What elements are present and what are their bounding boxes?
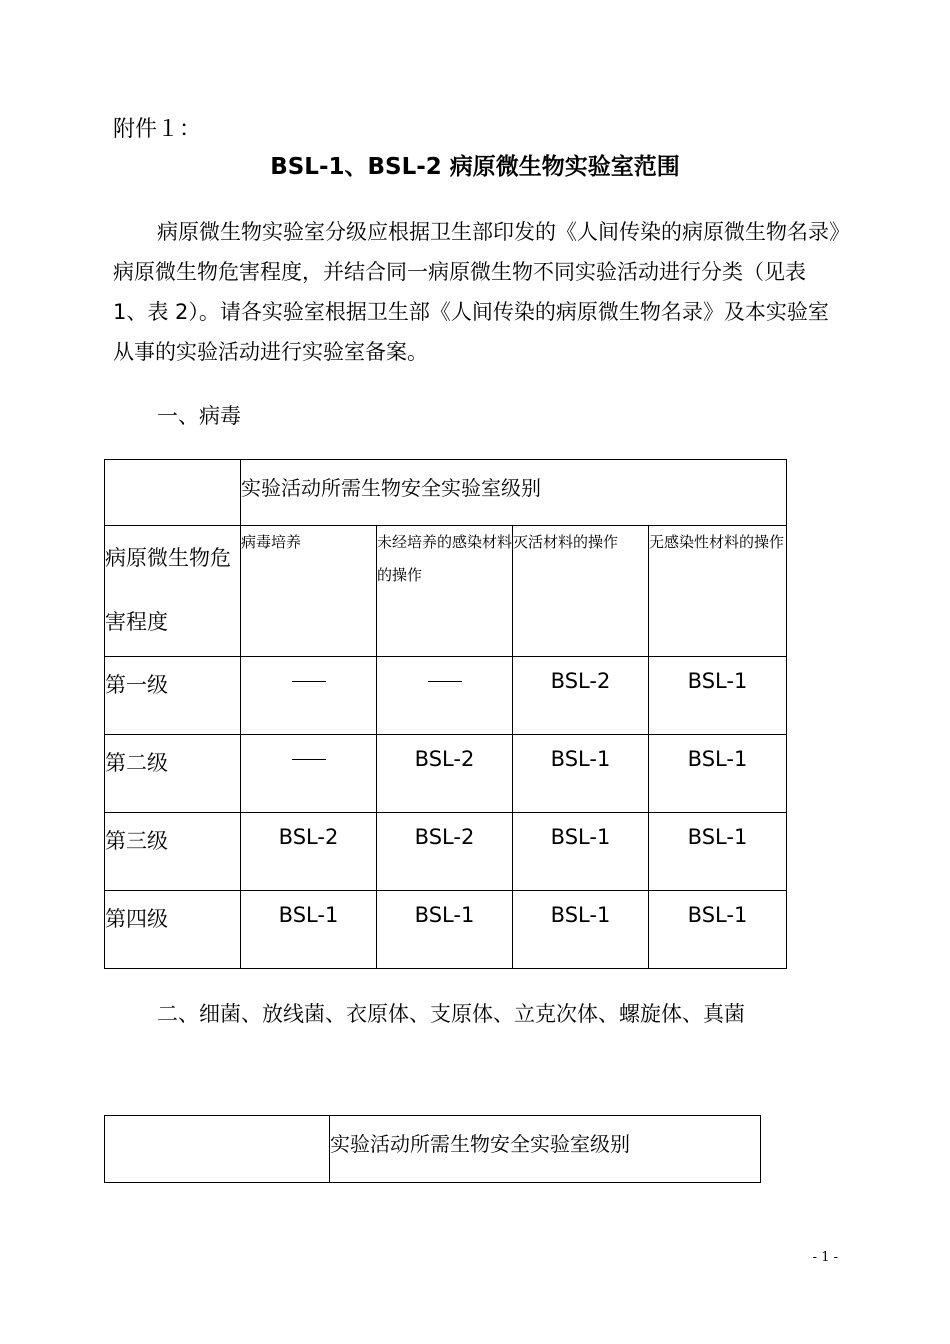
value-cell: BSL-2	[377, 813, 513, 891]
column-header: 未经培养的感染材料的操作	[377, 526, 513, 657]
not-applicable-cell	[377, 657, 513, 735]
level-cell: 第三级	[105, 813, 241, 891]
bacteria-table	[104, 1115, 761, 1183]
level-cell: 第四级	[105, 891, 241, 969]
page-number: - 1 -	[812, 1250, 838, 1265]
value-cell: BSL-2	[377, 735, 513, 813]
value-cell: BSL-1	[377, 891, 513, 969]
virus-table	[104, 459, 787, 969]
value-cell: BSL-1	[649, 657, 787, 735]
column-header: 病毒培养	[241, 526, 377, 657]
attachment-label: 附件１：	[113, 117, 202, 142]
hazard-level-header: 病原微生物危害程度	[105, 526, 241, 657]
column-header: 灭活材料的操作	[513, 526, 649, 657]
value-cell: BSL-1	[513, 813, 649, 891]
not-applicable-cell	[241, 735, 377, 813]
activity-group-header: 实验活动所需生物安全实验室级别	[330, 1116, 761, 1183]
dash-mark	[292, 759, 326, 760]
value-cell: BSL-1	[649, 891, 787, 969]
section-heading-virus: 一、病毒	[157, 404, 241, 428]
activity-group-header: 实验活动所需生物安全实验室级别	[241, 460, 787, 526]
value-cell: BSL-1	[513, 735, 649, 813]
level-cell: 第一级	[105, 657, 241, 735]
not-applicable-cell	[241, 657, 377, 735]
table-row	[105, 813, 787, 891]
dash-mark	[292, 681, 326, 682]
intro-paragraph: 病原微生物实验室分级应根据卫生部印发的《人间传染的病原微生物名录》病原微生物危害程度，并结合同一病原微生物不同实验活动进行分类（见表 1、表 2）。请各实验室根据卫生部《人间传染的病原微生物名录》及本实验室从事的实验活动进行实验室备案。	[113, 220, 840, 364]
value-cell: BSL-2	[241, 813, 377, 891]
value-cell: BSL-1	[241, 891, 377, 969]
page-title: BSL-1、BSL-2 病原微生物实验室范围	[270, 154, 680, 180]
column-header: 无感染性材料的操作	[649, 526, 787, 657]
value-cell: BSL-1	[649, 813, 787, 891]
value-cell: BSL-1	[513, 891, 649, 969]
table-corner-cell	[105, 1116, 330, 1183]
dash-mark	[428, 681, 462, 682]
table-row	[105, 657, 787, 735]
level-cell: 第二级	[105, 735, 241, 813]
table-corner-cell	[105, 460, 241, 526]
section-heading-bacteria: 二、细菌、放线菌、衣原体、支原体、立克次体、螺旋体、真菌	[157, 1002, 745, 1026]
table-row	[105, 891, 787, 969]
value-cell: BSL-2	[513, 657, 649, 735]
value-cell: BSL-1	[649, 735, 787, 813]
table-row	[105, 735, 787, 813]
